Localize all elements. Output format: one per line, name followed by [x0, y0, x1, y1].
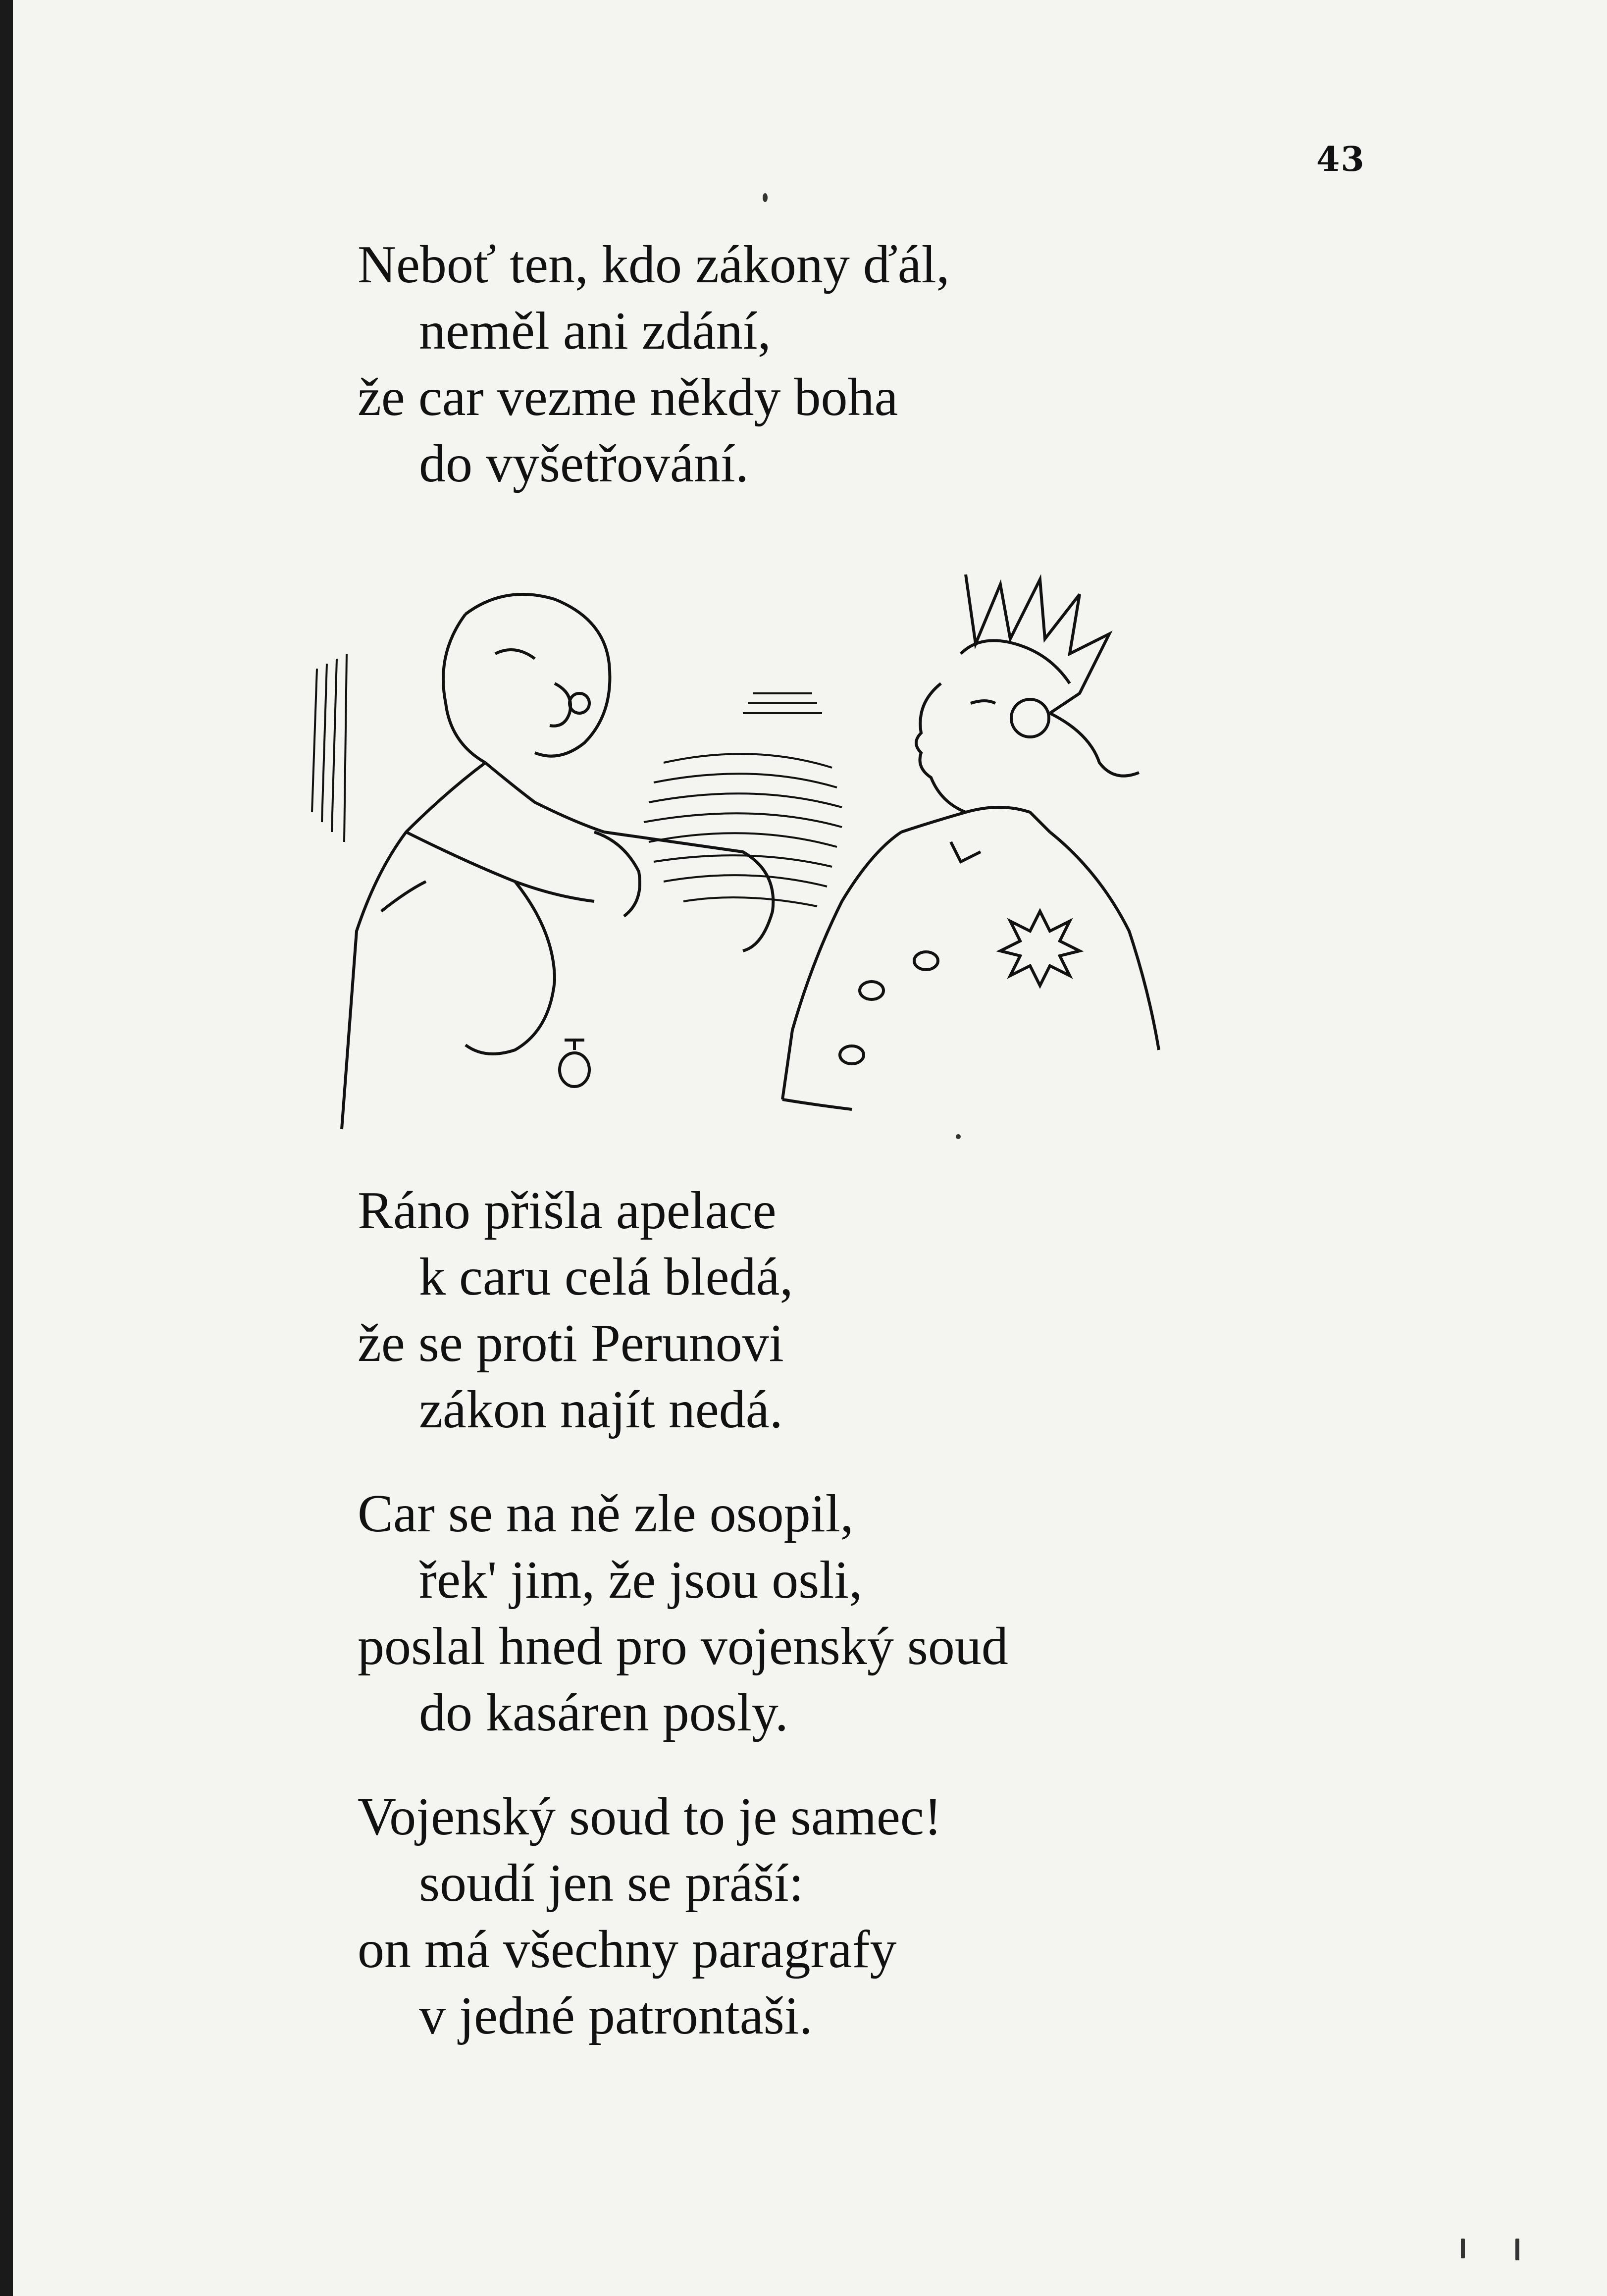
verse-line: Ráno přišla apelace — [358, 1181, 777, 1240]
crowned-tsar-figure-icon — [782, 574, 1159, 1109]
page-number: 43 — [1316, 140, 1365, 179]
verse-line: poslal hned pro vojenský soud — [358, 1617, 1008, 1676]
stanza-4 — [358, 1784, 942, 2049]
verse-line: soudí jen se práší: — [419, 1854, 804, 1913]
verse-line: řek' jim, že jsou osli, — [419, 1551, 863, 1610]
page-binding-edge — [0, 0, 13, 2296]
paper-speck — [763, 193, 768, 202]
stanza-2 — [358, 1178, 793, 1443]
illustration — [258, 555, 1238, 1139]
old-clerk-figure-icon — [342, 594, 773, 1129]
stanza-3 — [358, 1481, 1008, 1746]
verse-line: Neboť ten, kdo zákony ďál, — [358, 235, 950, 294]
verse-line: zákon najít nedá. — [419, 1380, 783, 1439]
paper-speck — [956, 1134, 961, 1139]
stanza-1 — [358, 232, 950, 497]
verse-line: neměl ani zdání, — [419, 302, 771, 361]
verse-line: do vyšetřování. — [419, 434, 749, 493]
verse-line: k caru celá bledá, — [419, 1248, 793, 1306]
verse-line: on má všechny paragrafy — [358, 1920, 897, 1979]
verse-line: že car vezme někdy boha — [358, 368, 898, 427]
verse-line: Car se na ně zle osopil, — [358, 1484, 854, 1543]
paper-speck — [1515, 2239, 1519, 2260]
paper-speck — [1461, 2239, 1465, 2258]
verse-line: do kasáren posly. — [419, 1683, 788, 1742]
verse-line: že se proti Perunovi — [358, 1314, 784, 1373]
verse-line: v jedné patrontaši. — [419, 1986, 813, 2045]
verse-line: Vojenský soud to je samec! — [358, 1787, 942, 1846]
